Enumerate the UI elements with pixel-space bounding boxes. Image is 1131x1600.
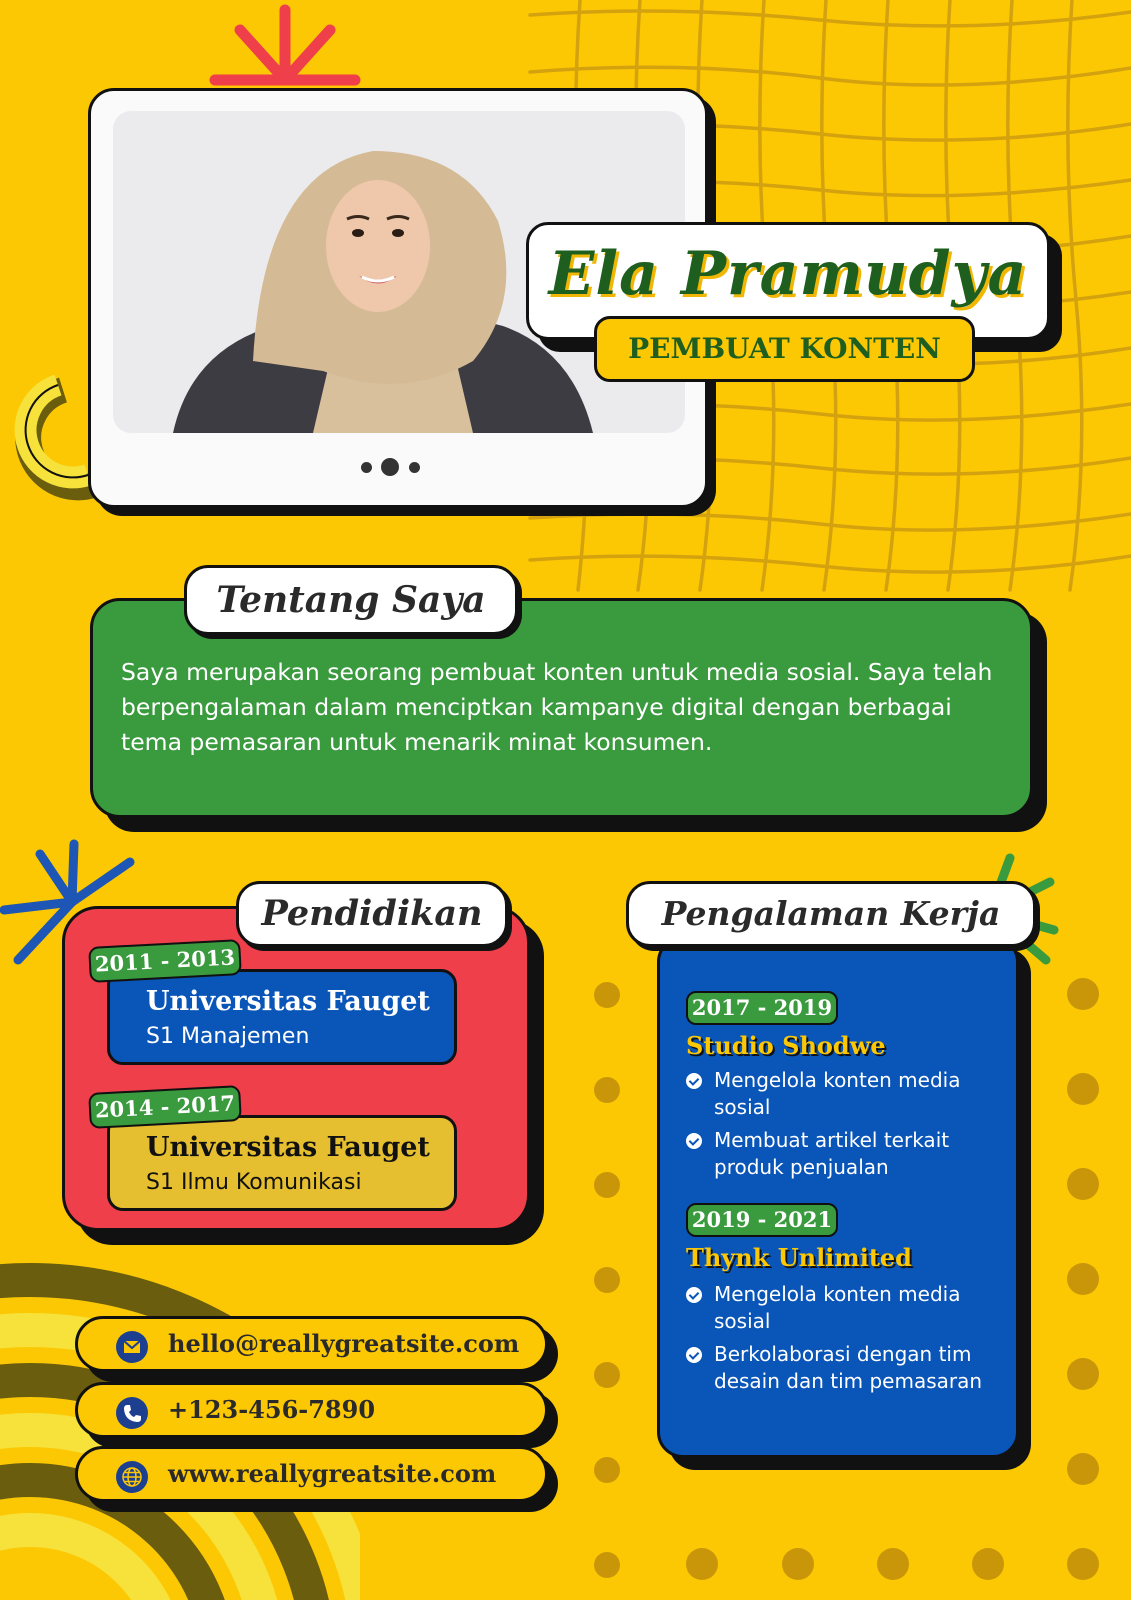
job-title: PEMBUAT KONTEN [628, 332, 941, 365]
experience-tasks [686, 1067, 996, 1187]
check-icon [686, 1287, 702, 1303]
task-item: Berkolaborasi dengan tim desain dan tim pemasaran [686, 1341, 996, 1395]
phone-text: +123-456-7890 [168, 1395, 376, 1424]
education-item [107, 1115, 457, 1211]
education-heading: Pendidikan [236, 881, 508, 947]
carousel-dots [359, 457, 429, 477]
experience-company: Studio Shodwe [686, 1031, 886, 1060]
globe-icon [116, 1461, 148, 1493]
check-icon [686, 1133, 702, 1149]
candidate-name: Ela Pramudya [548, 239, 1028, 309]
education-school: Universitas Fauget [146, 1132, 430, 1163]
education-years: 2014 - 2017 [88, 1085, 242, 1129]
education-degree: S1 Manajemen [146, 1024, 310, 1049]
phone-icon [116, 1397, 148, 1429]
phone-contact[interactable] [75, 1382, 548, 1438]
starburst-red-decoration [205, 0, 365, 90]
task-item: Membuat artikel terkait produk penjualan [686, 1127, 996, 1181]
experience-years: 2017 - 2019 [686, 991, 838, 1025]
education-years: 2011 - 2013 [88, 939, 242, 983]
education-degree: S1 Ilmu Komunikasi [146, 1170, 362, 1195]
experience-years: 2019 - 2021 [686, 1203, 838, 1237]
envelope-icon [116, 1331, 148, 1363]
experience-tasks [686, 1281, 996, 1401]
about-heading: Tentang Saya [184, 565, 518, 635]
education-school: Universitas Fauget [146, 986, 430, 1017]
experience-box [657, 936, 1019, 1458]
experience-company: Thynk Unlimited [686, 1243, 912, 1272]
experience-heading: Pengalaman Kerja [626, 881, 1036, 947]
task-item: Mengelola konten media sosial [686, 1067, 996, 1121]
email-contact[interactable] [75, 1316, 548, 1372]
website-text: www.reallygreatsite.com [168, 1459, 497, 1488]
check-icon [686, 1073, 702, 1089]
education-item [107, 969, 457, 1065]
website-contact[interactable] [75, 1446, 548, 1502]
job-title-box [594, 316, 975, 382]
task-item: Mengelola konten media sosial [686, 1281, 996, 1335]
email-text: hello@reallygreatsite.com [168, 1329, 520, 1358]
about-text: Saya merupakan seorang pembuat konten untuk media sosial. Saya telah berpengalaman dalam menciptkan kampanye digital dengan berbagai tema pemasaran untuk menarik minat konsumen. [121, 658, 993, 756]
check-icon [686, 1347, 702, 1363]
